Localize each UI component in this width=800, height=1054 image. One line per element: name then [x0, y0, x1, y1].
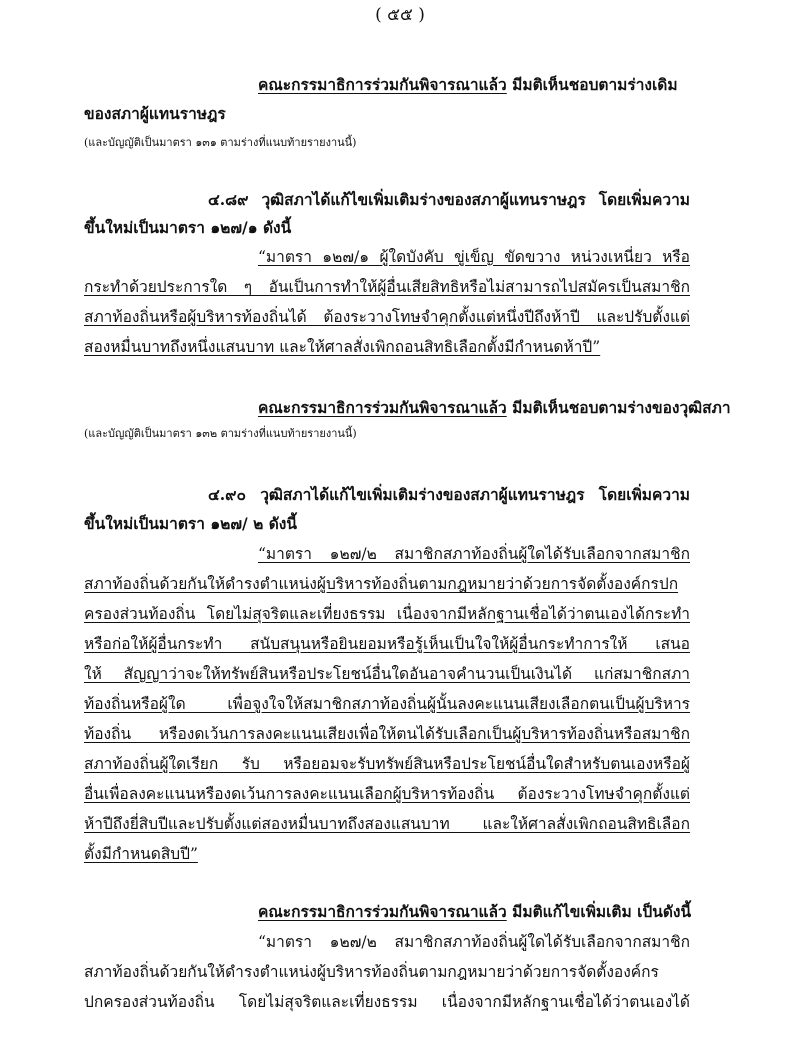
item-4-89-heading: ๔.๘๙ วุฒิสภาได้แก้ไขเพิ่มเติมร่างของสภาผู้แทนราษฎร โดยเพิ่มความ: [208, 190, 690, 209]
section-127-1-line-3: สภาท้องถิ่นหรือผู้บริหารท้องถิ่นได้ ต้องระวางโทษจำคุกตั้งแต่หนึ่งปีถึงห้าปี และปรับตั้งแต่: [84, 308, 690, 326]
page-number: ( ๕๕ ): [375, 5, 425, 25]
item-4-90-heading-cont: ขึ้นใหม่เป็นมาตรา ๑๒๗/ ๒ ดังนี้: [84, 514, 297, 533]
committee-resolution-1-cont: ของสภาผู้แทนราษฎร: [84, 104, 226, 123]
committee-resolution-1: [258, 71, 690, 99]
committee-heading: คณะกรรมาธิการร่วมกันพิจารณาแล้ว: [258, 398, 507, 417]
committee-heading: คณะกรรมาธิการร่วมกันพิจารณาแล้ว: [258, 902, 507, 921]
committee-text: มีมติเห็นชอบตามร่างของวุฒิสภา: [506, 398, 731, 417]
section-127-2-line-11: ตั้งมีกำหนดสิบปี”: [84, 845, 198, 863]
committee-text: มีมติเห็นชอบตามร่างเดิม: [506, 75, 678, 94]
section-127-1-line-1: “มาตรา ๑๒๗/๑ ผู้ใดบังคับ ขู่เข็ญ ขัดขวาง หน่วงเหนี่ยว หรือ: [258, 248, 690, 266]
section-127-2-line-3: ครองส่วนท้องถิ่น โดยไม่สุจริตและเที่ยงธรรม เนื่องจากมีหลักฐานเชื่อได้ว่าตนเองได้กระทำ: [84, 605, 690, 623]
section-127-2-line-8: สภาท้องถิ่นผู้ใดเรียก รับ หรือยอมจะรับทรัพย์สินหรือประโยชน์อื่นใดสำหรับตนเองหรือผู้: [84, 755, 690, 773]
section-note-132: (และบัญญัติเป็นมาตรา ๑๓๒ ตามร่างที่แนบท้ายรายงานนี้): [84, 427, 357, 440]
section-127-1-line-2: กระทำด้วยประการใด ๆ อันเป็นการทำให้ผู้อื่นเสียสิทธิหรือไม่สามารถไปสมัครเป็นสมาชิก: [84, 278, 690, 296]
section-127-2-line-1: “มาตรา ๑๒๗/๒ สมาชิกสภาท้องถิ่นผู้ใดได้รับเลือกจากสมาชิก: [258, 545, 690, 563]
section-127-2-line-2: สภาท้องถิ่นด้วยกันให้ดำรงตำแหน่งผู้บริหารท้องถิ่นตามกฎหมายว่าด้วยการจัดตั้งองค์กรปก: [84, 575, 679, 593]
section-127-2-line-7: ท้องถิ่น หรืองดเว้นการลงคะแนนเสียงเพื่อให้ตนได้รับเลือกเป็นผู้บริหารท้องถิ่นหรือสมาชิก: [84, 725, 690, 743]
committee-resolution-3: [258, 898, 690, 926]
committee-heading: คณะกรรมาธิการร่วมกันพิจารณาแล้ว: [258, 75, 507, 94]
item-4-90-heading: ๔.๙๐ วุฒิสภาได้แก้ไขเพิ่มเติมร่างของสภาผู้แทนราษฎร โดยเพิ่มความ: [208, 485, 690, 504]
section-127-2-line-10: ห้าปีถึงยี่สิบปีและปรับตั้งแต่สองหมื่นบาทถึงสองแสนบาท และให้ศาลสั่งเพิกถอนสิทธิเลือก: [84, 815, 690, 833]
amended-127-2-line-1: “มาตรา ๑๒๗/๒ สมาชิกสภาท้องถิ่นผู้ใดได้รับเลือกจากสมาชิก: [258, 933, 690, 951]
section-127-2-line-4: หรือก่อให้ผู้อื่นกระทำ สนับสนุนหรือยินยอมหรือรู้เห็นเป็นใจให้ผู้อื่นกระทำการให้ เสนอ: [84, 635, 690, 653]
section-127-2-line-6: ท้องถิ่นหรือผู้ใด เพื่อจูงใจให้สมาชิกสภาท้องถิ่นผู้นั้นลงคะแนนเสียงเลือกตนเป็นผู้บริหาร: [84, 695, 690, 713]
item-4-89-heading-cont: ขึ้นใหม่เป็นมาตรา ๑๒๗/๑ ดังนี้: [84, 218, 292, 237]
section-127-1-line-4: สองหมื่นบาทถึงหนึ่งแสนบาท และให้ศาลสั่งเพิกถอนสิทธิเลือกตั้งมีกำหนดห้าปี”: [84, 338, 601, 356]
section-127-2-line-5: ให้ สัญญาว่าจะให้ทรัพย์สินหรือประโยชน์อื่นใดอันอาจคำนวนเป็นเงินได้ แก่สมาชิกสภา: [84, 665, 690, 683]
section-127-2-line-9: อื่นเพื่อลงคะแนนหรืองดเว้นการลงคะแนนเลือกผู้บริหารท้องถิ่น ต้องระวางโทษจำคุกตั้งแต่: [84, 785, 690, 803]
committee-text: มีมติแก้ไขเพิ่มเติม เป็นดังนี้: [506, 902, 692, 921]
amended-127-2-line-3: ปกครองส่วนท้องถิ่น โดยไม่สุจริตและเที่ยงธรรม เนื่องจากมีหลักฐานเชื่อได้ว่าตนเองได้: [84, 993, 690, 1011]
committee-resolution-2: [258, 394, 731, 422]
section-note-131: (และบัญญัติเป็นมาตรา ๑๓๑ ตามร่างที่แนบท้ายรายงานนี้): [84, 136, 357, 149]
amended-127-2-line-2: สภาท้องถิ่นด้วยกันให้ดำรงตำแหน่งผู้บริหารท้องถิ่นตามกฎหมายว่าด้วยการจัดตั้งองค์กร: [84, 963, 659, 981]
